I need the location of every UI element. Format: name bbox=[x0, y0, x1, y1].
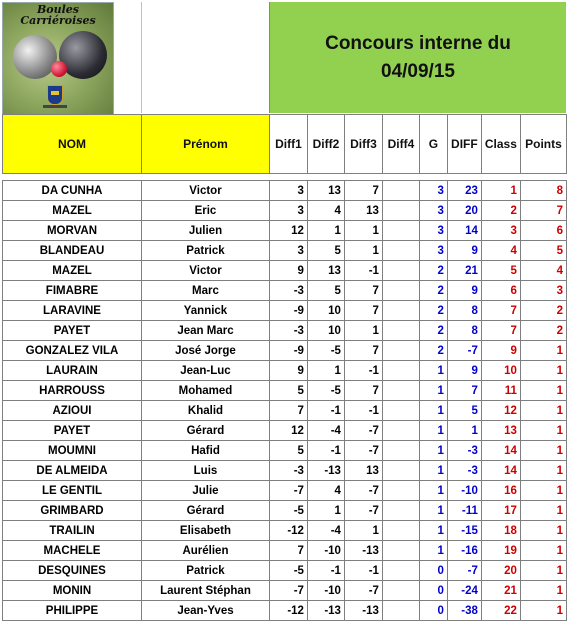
cell-prenom[interactable]: Elisabeth bbox=[141, 521, 269, 541]
cell-g[interactable]: 1 bbox=[419, 481, 447, 501]
header-points[interactable]: Points bbox=[520, 115, 566, 174]
cell-points[interactable]: 4 bbox=[520, 261, 566, 281]
cell-points[interactable]: 1 bbox=[520, 381, 566, 401]
cell-class[interactable]: 20 bbox=[481, 561, 520, 581]
cell-prenom[interactable]: Mohamed bbox=[141, 381, 269, 401]
cell-prenom[interactable]: Jean-Luc bbox=[141, 361, 269, 381]
cell-diff2[interactable]: 4 bbox=[307, 201, 344, 221]
table-row bbox=[3, 561, 567, 581]
cell-diff[interactable]: 23 bbox=[447, 181, 481, 201]
logo-text: Boules Carriéroises bbox=[20, 3, 96, 27]
cell-diff[interactable]: 5 bbox=[447, 401, 481, 421]
cell-diff3[interactable]: 1 bbox=[344, 321, 382, 341]
cell-g[interactable]: 2 bbox=[419, 281, 447, 301]
header-class[interactable]: Class bbox=[481, 115, 520, 174]
cell-diff1[interactable]: -7 bbox=[269, 481, 307, 501]
table-row bbox=[3, 221, 567, 241]
cell-diff2[interactable]: -4 bbox=[307, 521, 344, 541]
cell-points[interactable]: 3 bbox=[520, 281, 566, 301]
cell-diff4[interactable] bbox=[382, 321, 419, 341]
cell-class[interactable]: 12 bbox=[481, 401, 520, 421]
cell-diff1[interactable]: 3 bbox=[269, 201, 307, 221]
cell-class[interactable]: 1 bbox=[481, 181, 520, 201]
cell-nom[interactable]: LAURAIN bbox=[3, 361, 142, 381]
cell-diff4[interactable] bbox=[382, 261, 419, 281]
cell-diff1[interactable]: -5 bbox=[269, 561, 307, 581]
cell-nom[interactable]: GRIMBARD bbox=[3, 501, 142, 521]
cell-diff4[interactable] bbox=[382, 381, 419, 401]
header-nom[interactable]: NOM bbox=[3, 115, 142, 174]
cell-diff[interactable]: -15 bbox=[447, 521, 481, 541]
cell-diff4[interactable] bbox=[382, 581, 419, 601]
cochonnet-icon bbox=[51, 61, 67, 77]
cell-class[interactable]: 10 bbox=[481, 361, 520, 381]
cell-nom[interactable]: AZIOUI bbox=[3, 401, 142, 421]
cell-nom[interactable]: HARROUSS bbox=[3, 381, 142, 401]
header-diff2[interactable]: Diff2 bbox=[307, 115, 344, 174]
table-row bbox=[3, 521, 567, 541]
cell-diff4[interactable] bbox=[382, 401, 419, 421]
cell-diff2[interactable]: 4 bbox=[307, 481, 344, 501]
cell-nom[interactable]: LE GENTIL bbox=[3, 481, 142, 501]
cell-diff2[interactable]: -13 bbox=[307, 461, 344, 481]
table-row bbox=[3, 321, 567, 341]
table-row bbox=[3, 381, 567, 401]
cell-prenom[interactable]: Luis bbox=[141, 461, 269, 481]
cell-class[interactable]: 3 bbox=[481, 221, 520, 241]
table-row bbox=[3, 541, 567, 561]
cell-diff1[interactable]: -9 bbox=[269, 301, 307, 321]
cell-diff3[interactable]: -1 bbox=[344, 401, 382, 421]
table-row bbox=[3, 281, 567, 301]
cell-class[interactable]: 6 bbox=[481, 281, 520, 301]
page-title-line: Concours interne du bbox=[325, 32, 511, 54]
cell-diff[interactable]: 21 bbox=[447, 261, 481, 281]
cell-nom[interactable]: LARAVINE bbox=[3, 301, 142, 321]
cell-prenom[interactable]: Hafid bbox=[141, 441, 269, 461]
cell-diff[interactable]: -24 bbox=[447, 581, 481, 601]
cell-diff1[interactable]: -3 bbox=[269, 281, 307, 301]
cell-nom[interactable]: MORVAN bbox=[3, 221, 142, 241]
cell-diff2[interactable]: 10 bbox=[307, 301, 344, 321]
cell-class[interactable]: 5 bbox=[481, 261, 520, 281]
cell-g[interactable]: 1 bbox=[419, 501, 447, 521]
cell-diff4[interactable] bbox=[382, 501, 419, 521]
cell-diff3[interactable]: 13 bbox=[344, 461, 382, 481]
cell-diff1[interactable]: 7 bbox=[269, 401, 307, 421]
header-prenom[interactable]: Prénom bbox=[141, 115, 269, 174]
cell-points[interactable]: 1 bbox=[520, 461, 566, 481]
cell-diff1[interactable]: -3 bbox=[269, 321, 307, 341]
cell-points[interactable]: 1 bbox=[520, 521, 566, 541]
cell-diff2[interactable]: -1 bbox=[307, 561, 344, 581]
cell-diff3[interactable]: -7 bbox=[344, 421, 382, 441]
header-diff4[interactable]: Diff4 bbox=[382, 115, 419, 174]
cell-g[interactable]: 1 bbox=[419, 541, 447, 561]
cell-points[interactable]: 1 bbox=[520, 341, 566, 361]
table-row bbox=[3, 601, 567, 621]
cell-diff1[interactable]: 5 bbox=[269, 381, 307, 401]
cell-diff2[interactable]: 10 bbox=[307, 321, 344, 341]
table-row bbox=[3, 181, 567, 201]
cell-diff1[interactable]: 7 bbox=[269, 541, 307, 561]
cell-diff4[interactable] bbox=[382, 181, 419, 201]
cell-points[interactable]: 1 bbox=[520, 361, 566, 381]
cell-diff2[interactable]: -10 bbox=[307, 541, 344, 561]
page-title bbox=[325, 30, 511, 86]
table-row bbox=[3, 241, 567, 261]
cell-diff3[interactable]: 7 bbox=[344, 181, 382, 201]
cell-points[interactable]: 1 bbox=[520, 601, 566, 621]
cell-class[interactable]: 19 bbox=[481, 541, 520, 561]
cell-g[interactable]: 2 bbox=[419, 261, 447, 281]
cell-diff2[interactable]: 5 bbox=[307, 241, 344, 261]
table-row bbox=[3, 421, 567, 441]
cell-diff3[interactable]: -13 bbox=[344, 601, 382, 621]
cell-prenom[interactable]: Laurent Stéphan bbox=[141, 581, 269, 601]
cell-prenom[interactable]: Khalid bbox=[141, 401, 269, 421]
cell-diff3[interactable]: -13 bbox=[344, 541, 382, 561]
cell-diff4[interactable] bbox=[382, 301, 419, 321]
header-row bbox=[3, 115, 567, 174]
cell-nom[interactable]: MAZEL bbox=[3, 261, 142, 281]
cell-g[interactable]: 1 bbox=[419, 421, 447, 441]
cell-class[interactable]: 9 bbox=[481, 341, 520, 361]
cell-g[interactable]: 1 bbox=[419, 401, 447, 421]
cell-diff4[interactable] bbox=[382, 201, 419, 221]
cell-diff[interactable]: 14 bbox=[447, 221, 481, 241]
cell-diff[interactable]: 9 bbox=[447, 361, 481, 381]
cell-nom[interactable]: BLANDEAU bbox=[3, 241, 142, 261]
header-g[interactable]: G bbox=[419, 115, 447, 174]
cell-class[interactable]: 18 bbox=[481, 521, 520, 541]
cell-class[interactable]: 16 bbox=[481, 481, 520, 501]
title-cell[interactable] bbox=[269, 2, 566, 113]
header-diff[interactable]: DIFF bbox=[447, 115, 481, 174]
cell-g[interactable]: 3 bbox=[419, 221, 447, 241]
cell-g[interactable]: 0 bbox=[419, 561, 447, 581]
table-row bbox=[3, 461, 567, 481]
cell-diff2[interactable]: -10 bbox=[307, 581, 344, 601]
cell-prenom[interactable]: Yannick bbox=[141, 301, 269, 321]
table-row bbox=[3, 301, 567, 321]
cell-diff3[interactable]: 1 bbox=[344, 521, 382, 541]
cell-diff4[interactable] bbox=[382, 601, 419, 621]
cell-g[interactable]: 0 bbox=[419, 601, 447, 621]
cell-nom[interactable]: FIMABRE bbox=[3, 281, 142, 301]
cell-diff1[interactable]: 3 bbox=[269, 241, 307, 261]
cell-points[interactable]: 8 bbox=[520, 181, 566, 201]
cell-g[interactable]: 1 bbox=[419, 441, 447, 461]
club-logo bbox=[2, 2, 114, 115]
cell-diff3[interactable]: 7 bbox=[344, 281, 382, 301]
cell-diff1[interactable]: -9 bbox=[269, 341, 307, 361]
cell-diff1[interactable]: -12 bbox=[269, 521, 307, 541]
cell-diff2[interactable]: -4 bbox=[307, 421, 344, 441]
cell-diff[interactable]: 20 bbox=[447, 201, 481, 221]
cell-diff4[interactable] bbox=[382, 361, 419, 381]
cell-diff4[interactable] bbox=[382, 461, 419, 481]
cell-nom[interactable]: MONIN bbox=[3, 581, 142, 601]
cell-diff1[interactable]: 3 bbox=[269, 181, 307, 201]
cell-class[interactable]: 17 bbox=[481, 501, 520, 521]
cell-nom[interactable]: PAYET bbox=[3, 421, 142, 441]
cell-g[interactable]: 1 bbox=[419, 381, 447, 401]
cell-diff3[interactable]: -7 bbox=[344, 441, 382, 461]
cell-diff4[interactable] bbox=[382, 421, 419, 441]
cell-g[interactable]: 1 bbox=[419, 521, 447, 541]
cell-g[interactable]: 3 bbox=[419, 241, 447, 261]
cell-class[interactable]: 13 bbox=[481, 421, 520, 441]
cell-diff1[interactable]: -7 bbox=[269, 581, 307, 601]
cell-prenom[interactable]: Victor bbox=[141, 181, 269, 201]
cell-g[interactable]: 1 bbox=[419, 361, 447, 381]
cell-points[interactable]: 6 bbox=[520, 221, 566, 241]
cell-diff[interactable]: -10 bbox=[447, 481, 481, 501]
cell-diff1[interactable]: 5 bbox=[269, 441, 307, 461]
cell-prenom[interactable]: Patrick bbox=[141, 241, 269, 261]
cell-prenom[interactable]: Marc bbox=[141, 281, 269, 301]
cell-diff3[interactable]: -7 bbox=[344, 581, 382, 601]
cell-prenom[interactable]: Patrick bbox=[141, 561, 269, 581]
cell-nom[interactable]: MAZEL bbox=[3, 201, 142, 221]
table-row bbox=[3, 501, 567, 521]
cell-nom[interactable]: GONZALEZ VILA bbox=[3, 341, 142, 361]
table-row bbox=[3, 441, 567, 461]
cell-diff[interactable]: -7 bbox=[447, 561, 481, 581]
cell-nom[interactable]: PHILIPPE bbox=[3, 601, 142, 621]
cell-prenom[interactable]: Eric bbox=[141, 201, 269, 221]
header-diff1[interactable]: Diff1 bbox=[269, 115, 307, 174]
table-row bbox=[3, 201, 567, 221]
cell-diff[interactable]: -38 bbox=[447, 601, 481, 621]
cell-points[interactable]: 1 bbox=[520, 421, 566, 441]
cell-g[interactable]: 0 bbox=[419, 581, 447, 601]
cell-diff1[interactable]: -12 bbox=[269, 601, 307, 621]
table-row bbox=[3, 401, 567, 421]
cell-diff2[interactable]: 1 bbox=[307, 501, 344, 521]
cell-diff[interactable]: -3 bbox=[447, 461, 481, 481]
cell-diff[interactable]: -11 bbox=[447, 501, 481, 521]
cell-g[interactable]: 1 bbox=[419, 461, 447, 481]
cell-diff1[interactable]: 12 bbox=[269, 421, 307, 441]
cell-diff3[interactable]: 1 bbox=[344, 241, 382, 261]
cell-diff3[interactable]: -7 bbox=[344, 481, 382, 501]
cell-points[interactable]: 2 bbox=[520, 321, 566, 341]
cell-diff4[interactable] bbox=[382, 521, 419, 541]
petanque-ball-silver-icon bbox=[13, 35, 57, 79]
cell-prenom[interactable]: Victor bbox=[141, 261, 269, 281]
cell-diff1[interactable]: -5 bbox=[269, 501, 307, 521]
cell-nom[interactable]: DESQUINES bbox=[3, 561, 142, 581]
cell-diff[interactable]: 1 bbox=[447, 421, 481, 441]
cell-diff2[interactable]: -1 bbox=[307, 441, 344, 461]
cell-points[interactable]: 7 bbox=[520, 201, 566, 221]
table-row bbox=[3, 581, 567, 601]
cell-diff4[interactable] bbox=[382, 561, 419, 581]
table-row bbox=[3, 361, 567, 381]
cell-nom[interactable]: MACHELE bbox=[3, 541, 142, 561]
cell-diff[interactable]: -3 bbox=[447, 441, 481, 461]
cell-g[interactable]: 2 bbox=[419, 301, 447, 321]
cell-points[interactable]: 2 bbox=[520, 301, 566, 321]
cell-class[interactable]: 4 bbox=[481, 241, 520, 261]
cell-prenom[interactable]: José Jorge bbox=[141, 341, 269, 361]
cell-diff4[interactable] bbox=[382, 481, 419, 501]
cell-g[interactable]: 3 bbox=[419, 201, 447, 221]
table-row bbox=[3, 261, 567, 281]
cell-diff[interactable]: -16 bbox=[447, 541, 481, 561]
cell-g[interactable]: 2 bbox=[419, 321, 447, 341]
cell-class[interactable]: 2 bbox=[481, 201, 520, 221]
cell-diff[interactable]: 9 bbox=[447, 241, 481, 261]
cell-prenom[interactable]: Jean-Yves bbox=[141, 601, 269, 621]
cell-diff2[interactable]: 1 bbox=[307, 361, 344, 381]
cell-diff3[interactable]: -1 bbox=[344, 261, 382, 281]
cell-diff3[interactable]: -1 bbox=[344, 561, 382, 581]
cell-diff4[interactable] bbox=[382, 241, 419, 261]
cell-diff2[interactable]: 5 bbox=[307, 281, 344, 301]
cell-points[interactable]: 1 bbox=[520, 501, 566, 521]
cell-prenom[interactable]: Julie bbox=[141, 481, 269, 501]
cell-diff4[interactable] bbox=[382, 341, 419, 361]
cell-class[interactable]: 14 bbox=[481, 461, 520, 481]
cell-diff1[interactable]: -3 bbox=[269, 461, 307, 481]
cell-class[interactable]: 14 bbox=[481, 441, 520, 461]
cell-diff3[interactable]: 7 bbox=[344, 301, 382, 321]
cell-nom[interactable]: TRAILIN bbox=[3, 521, 142, 541]
cell-prenom[interactable]: Gérard bbox=[141, 501, 269, 521]
cell-diff2[interactable]: 13 bbox=[307, 261, 344, 281]
cell-points[interactable]: 1 bbox=[520, 401, 566, 421]
cell-diff[interactable]: 7 bbox=[447, 381, 481, 401]
cell-nom[interactable]: PAYET bbox=[3, 321, 142, 341]
cell-diff2[interactable]: -1 bbox=[307, 401, 344, 421]
cell-diff2[interactable]: 13 bbox=[307, 181, 344, 201]
cell-diff3[interactable]: 7 bbox=[344, 381, 382, 401]
cell-points[interactable]: 1 bbox=[520, 481, 566, 501]
page-title-date: 04/09/15 bbox=[381, 60, 455, 82]
cell-diff[interactable]: 8 bbox=[447, 321, 481, 341]
results-table bbox=[2, 114, 567, 621]
cell-nom[interactable]: DE ALMEIDA bbox=[3, 461, 142, 481]
cell-points[interactable]: 1 bbox=[520, 541, 566, 561]
cell-diff4[interactable] bbox=[382, 441, 419, 461]
cell-points[interactable]: 1 bbox=[520, 561, 566, 581]
cell-diff3[interactable]: 7 bbox=[344, 341, 382, 361]
cell-diff1[interactable]: 9 bbox=[269, 261, 307, 281]
cell-points[interactable]: 1 bbox=[520, 441, 566, 461]
cell-class[interactable]: 22 bbox=[481, 601, 520, 621]
cell-nom[interactable]: DA CUNHA bbox=[3, 181, 142, 201]
cell-diff4[interactable] bbox=[382, 281, 419, 301]
cell-class[interactable]: 21 bbox=[481, 581, 520, 601]
cell-class[interactable]: 7 bbox=[481, 301, 520, 321]
cell-diff2[interactable]: -5 bbox=[307, 381, 344, 401]
cell-points[interactable]: 5 bbox=[520, 241, 566, 261]
table-row bbox=[3, 341, 567, 361]
cell-diff3[interactable]: -7 bbox=[344, 501, 382, 521]
cell-diff[interactable]: 8 bbox=[447, 301, 481, 321]
cell-prenom[interactable]: Jean Marc bbox=[141, 321, 269, 341]
cell-diff4[interactable] bbox=[382, 541, 419, 561]
logo-caption-bar bbox=[43, 105, 67, 108]
cell-diff1[interactable]: 9 bbox=[269, 361, 307, 381]
cell-class[interactable]: 11 bbox=[481, 381, 520, 401]
cell-class[interactable]: 7 bbox=[481, 321, 520, 341]
cell-nom[interactable]: MOUMNI bbox=[3, 441, 142, 461]
cell-diff3[interactable]: 13 bbox=[344, 201, 382, 221]
cell-prenom[interactable]: Gérard bbox=[141, 421, 269, 441]
cell-diff2[interactable]: -13 bbox=[307, 601, 344, 621]
spacer-row bbox=[3, 174, 567, 181]
cell-g[interactable]: 2 bbox=[419, 341, 447, 361]
cell-diff3[interactable]: 1 bbox=[344, 221, 382, 241]
cell-diff1[interactable]: 12 bbox=[269, 221, 307, 241]
cell-prenom[interactable]: Aurélien bbox=[141, 541, 269, 561]
cell-diff2[interactable]: 1 bbox=[307, 221, 344, 241]
cell-diff[interactable]: -7 bbox=[447, 341, 481, 361]
cell-diff3[interactable]: -1 bbox=[344, 361, 382, 381]
cell-points[interactable]: 1 bbox=[520, 581, 566, 601]
cell-diff[interactable]: 9 bbox=[447, 281, 481, 301]
cell-diff2[interactable]: -5 bbox=[307, 341, 344, 361]
cell-g[interactable]: 3 bbox=[419, 181, 447, 201]
cell-prenom[interactable]: Julien bbox=[141, 221, 269, 241]
coat-of-arms-icon bbox=[47, 85, 63, 105]
column-divider bbox=[141, 2, 142, 113]
cell-diff4[interactable] bbox=[382, 221, 419, 241]
table-row bbox=[3, 481, 567, 501]
header-diff3[interactable]: Diff3 bbox=[344, 115, 382, 174]
